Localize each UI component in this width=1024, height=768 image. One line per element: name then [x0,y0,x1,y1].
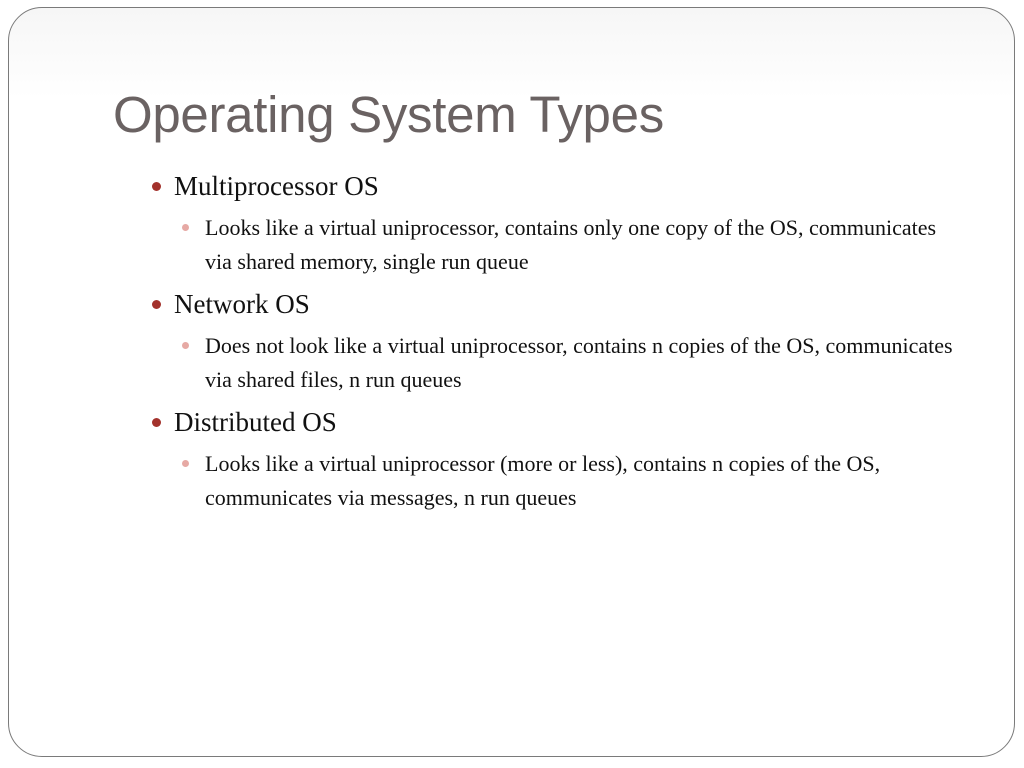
bullet-heading: Distributed OS [174,407,337,437]
sub-bullet-item [150,211,960,279]
bullet-item-multiprocessor-os [150,168,960,204]
sub-bullet-text: Does not look like a virtual uniprocessor, contains n copies of the OS, communicates via shared files, n run queues [205,333,953,392]
bullet-dot-icon [152,418,161,427]
slide-title: Operating System Types [113,86,664,143]
sub-bullet-item [150,447,960,515]
sub-bullet-item [150,329,960,397]
bullet-heading: Multiprocessor OS [174,171,379,201]
bullet-heading: Network OS [174,289,310,319]
sub-bullet-dot-icon [182,224,189,231]
bullet-list [150,168,960,522]
bullet-dot-icon [152,300,161,309]
sub-bullet-dot-icon [182,460,189,467]
sub-bullet-text: Looks like a virtual uniprocessor (more or less), contains n copies of the OS, communicates via messages, n run queues [205,451,881,510]
sub-bullet-text: Looks like a virtual uniprocessor, contains only one copy of the OS, communicates via shared memory, single run queue [205,215,937,274]
bullet-item-distributed-os [150,404,960,440]
sub-bullet-dot-icon [182,342,189,349]
bullet-item-network-os [150,286,960,322]
bullet-dot-icon [152,182,161,191]
